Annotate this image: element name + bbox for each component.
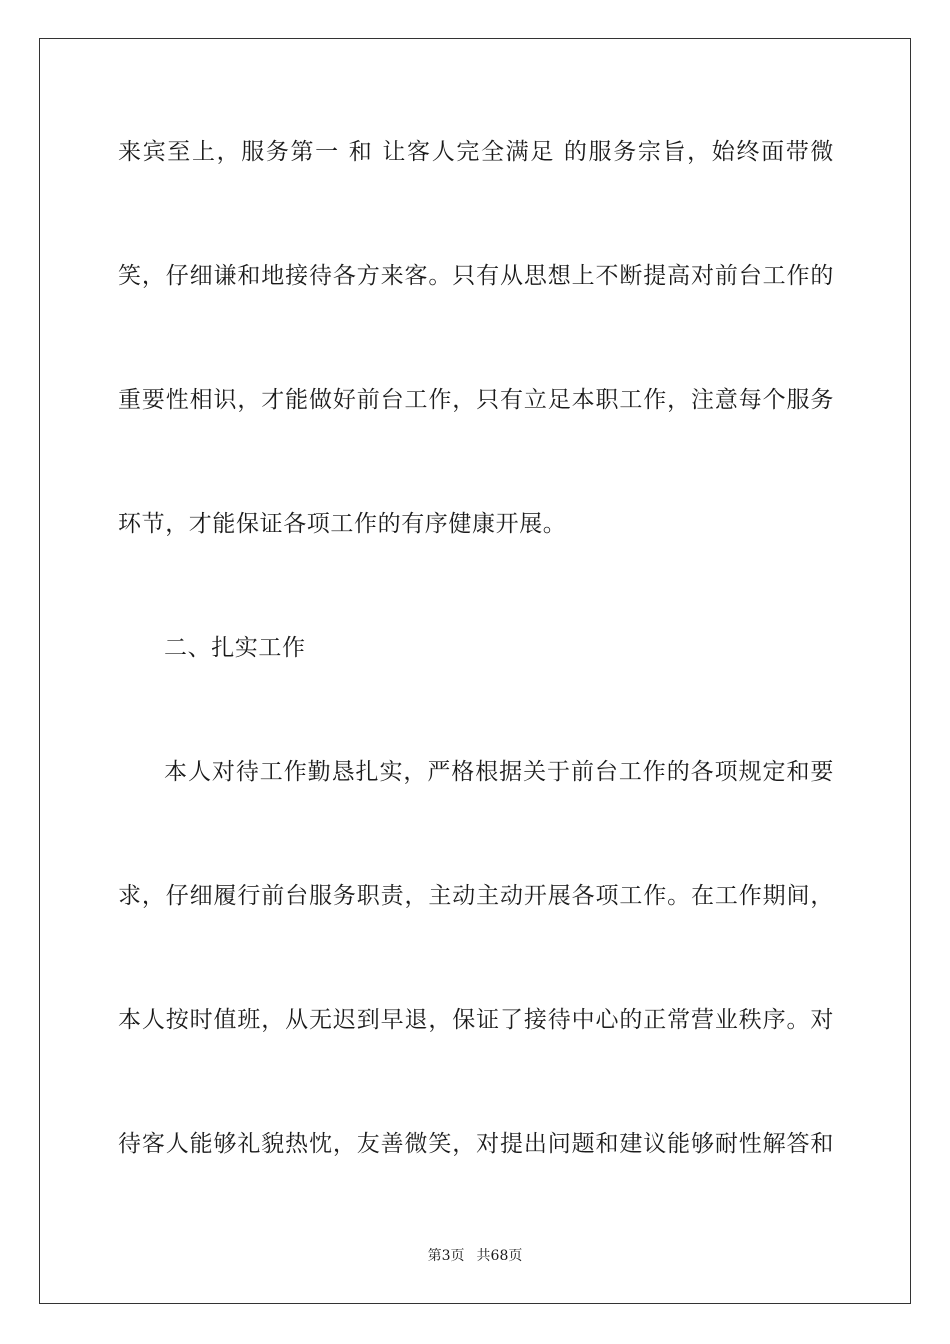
page-number: 第3页: [427, 1248, 465, 1264]
paragraph-line-7: 求，仔细履行前台服务职责，主动主动开展各项工作。在工作期间，: [118, 883, 834, 909]
paragraph-line-3: 重要性相识，才能做好前台工作，只有立足本职工作，注意每个服务: [118, 387, 834, 413]
paragraph-line-2: 笑，仔细谦和地接待各方来客。只有从思想上不断提高对前台工作的: [118, 263, 834, 289]
paragraph-line-1: 来宾至上，服务第一 和 让客人完全满足 的服务宗旨，始终面带微: [118, 139, 834, 165]
paragraph-line-4: 环节，才能保证各项工作的有序健康开展。: [118, 511, 567, 537]
page-footer: [0, 1247, 950, 1265]
paragraph-line-6: 本人对待工作勤恳扎实，严格根据关于前台工作的各项规定和要: [164, 759, 834, 785]
section-heading: 二、扎实工作: [164, 635, 306, 661]
page-total: 共68页: [476, 1248, 523, 1264]
paragraph-line-8: 本人按时值班，从无迟到早退，保证了接待中心的正常营业秩序。对: [118, 1007, 834, 1033]
page-frame: [39, 38, 911, 1304]
paragraph-line-9: 待客人能够礼貌热忱，友善微笑，对提出问题和建议能够耐性解答和: [118, 1131, 834, 1157]
